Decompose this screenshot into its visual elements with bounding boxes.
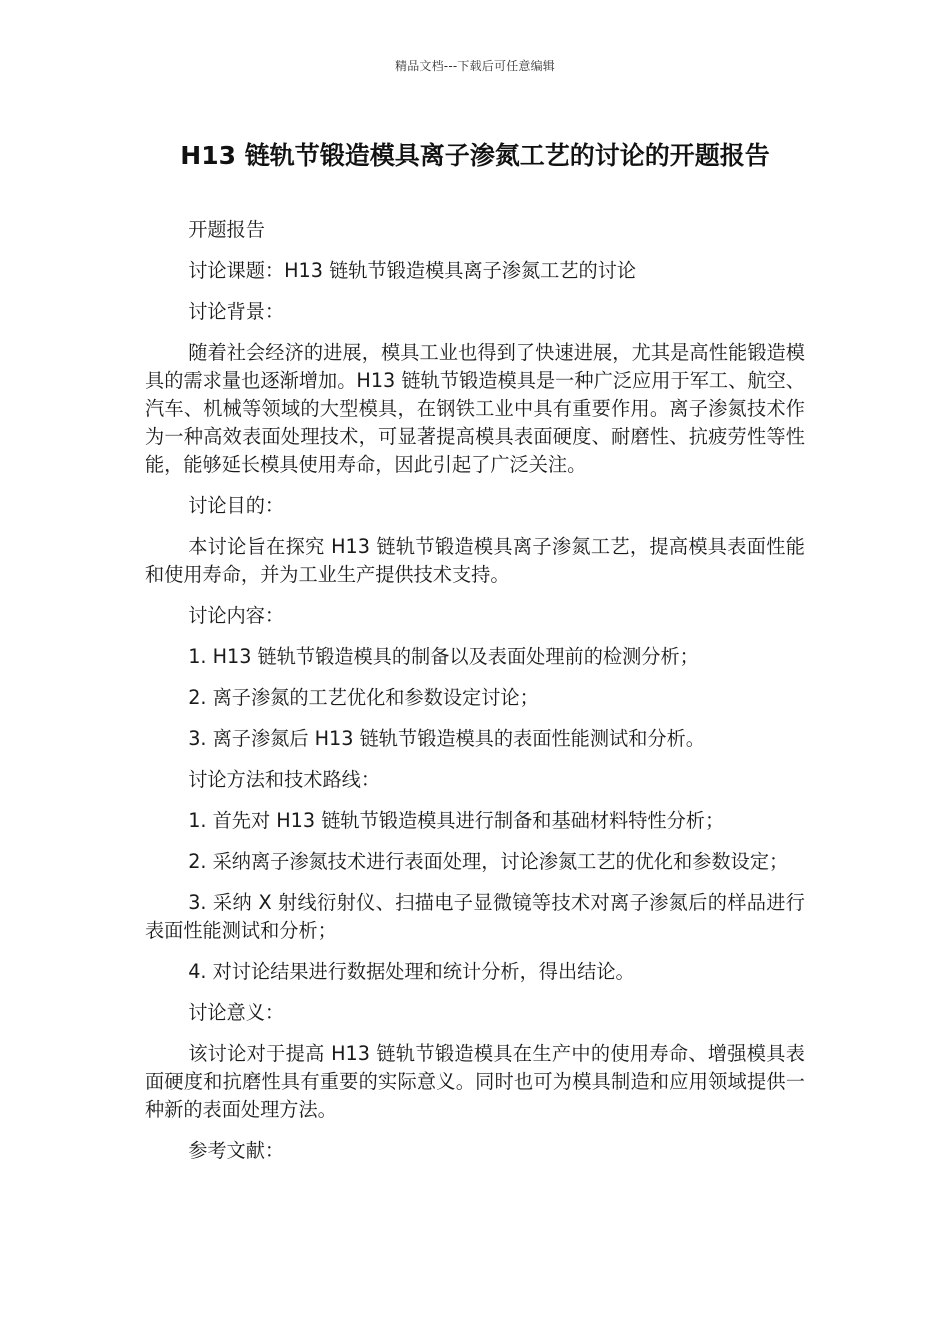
list-item-method-3: 3. 采纳 X 射线衍射仪、扫描电子显微镜等技术对离子渗氮后的样品进行表面性能测试和分析； (145, 891, 805, 942)
list-item-method-2: 2. 采纳离子渗氮技术进行表面处理，讨论渗氮工艺的优化和参数设定； (188, 850, 789, 873)
list-item-method-1: 1. 首先对 H13 链轨节锻造模具进行制备和基础材料特性分析； (188, 809, 725, 832)
heading-methods: 讨论方法和技术路线： (188, 768, 381, 791)
paragraph-topic: 讨论课题：H13 链轨节锻造模具离子渗氮工艺的讨论 (188, 259, 637, 282)
document-title: H13 链轨节锻造模具离子渗氮工艺的讨论的开题报告 (180, 141, 770, 170)
heading-purpose: 讨论目的： (188, 494, 285, 517)
paragraph-significance: 该讨论对于提高 H13 链轨节锻造模具在生产中的使用寿命、增强模具表面硬度和抗磨性具有重要的实际意义。同时也可为模具制造和应用领域提供一种新的表面处理方法。 (145, 1042, 805, 1121)
paragraph-purpose: 本讨论旨在探究 H13 链轨节锻造模具离子渗氮工艺，提高模具表面性能和使用寿命，并为工业生产提供技术支持。 (145, 535, 805, 586)
heading-content: 讨论内容： (188, 604, 285, 627)
list-item-content-3: 3. 离子渗氮后 H13 链轨节锻造模具的表面性能测试和分析。 (188, 727, 705, 750)
list-item-content-2: 2. 离子渗氮的工艺优化和参数设定讨论； (188, 686, 539, 709)
list-item-content-1: 1. H13 链轨节锻造模具的制备以及表面处理前的检测分析； (188, 645, 699, 668)
heading-background: 讨论背景： (188, 300, 285, 323)
heading-significance: 讨论意义： (188, 1001, 285, 1024)
paragraph-section-label: 开题报告 (188, 218, 265, 241)
paragraph-background: 随着社会经济的进展，模具工业也得到了快速进展，尤其是高性能锻造模具的需求量也逐渐增加。H13 链轨节锻造模具是一种广泛应用于军工、航空、汽车、机械等领域的大型模具，在钢铁工业中具有重要作用。离子渗氮技术作为一种高效表面处理技术，可显著提高模具表面硬度、耐磨性、抗疲劳性等性能，能够延长模具使用寿命，因此引起了广泛关注。 (145, 341, 805, 476)
list-item-method-4: 4. 对讨论结果进行数据处理和统计分析，得出结论。 (188, 960, 635, 983)
document-body (145, 216, 805, 1178)
header-note: 精品文档---下载后可任意编辑 (395, 59, 555, 73)
heading-references: 参考文献： (188, 1139, 285, 1162)
